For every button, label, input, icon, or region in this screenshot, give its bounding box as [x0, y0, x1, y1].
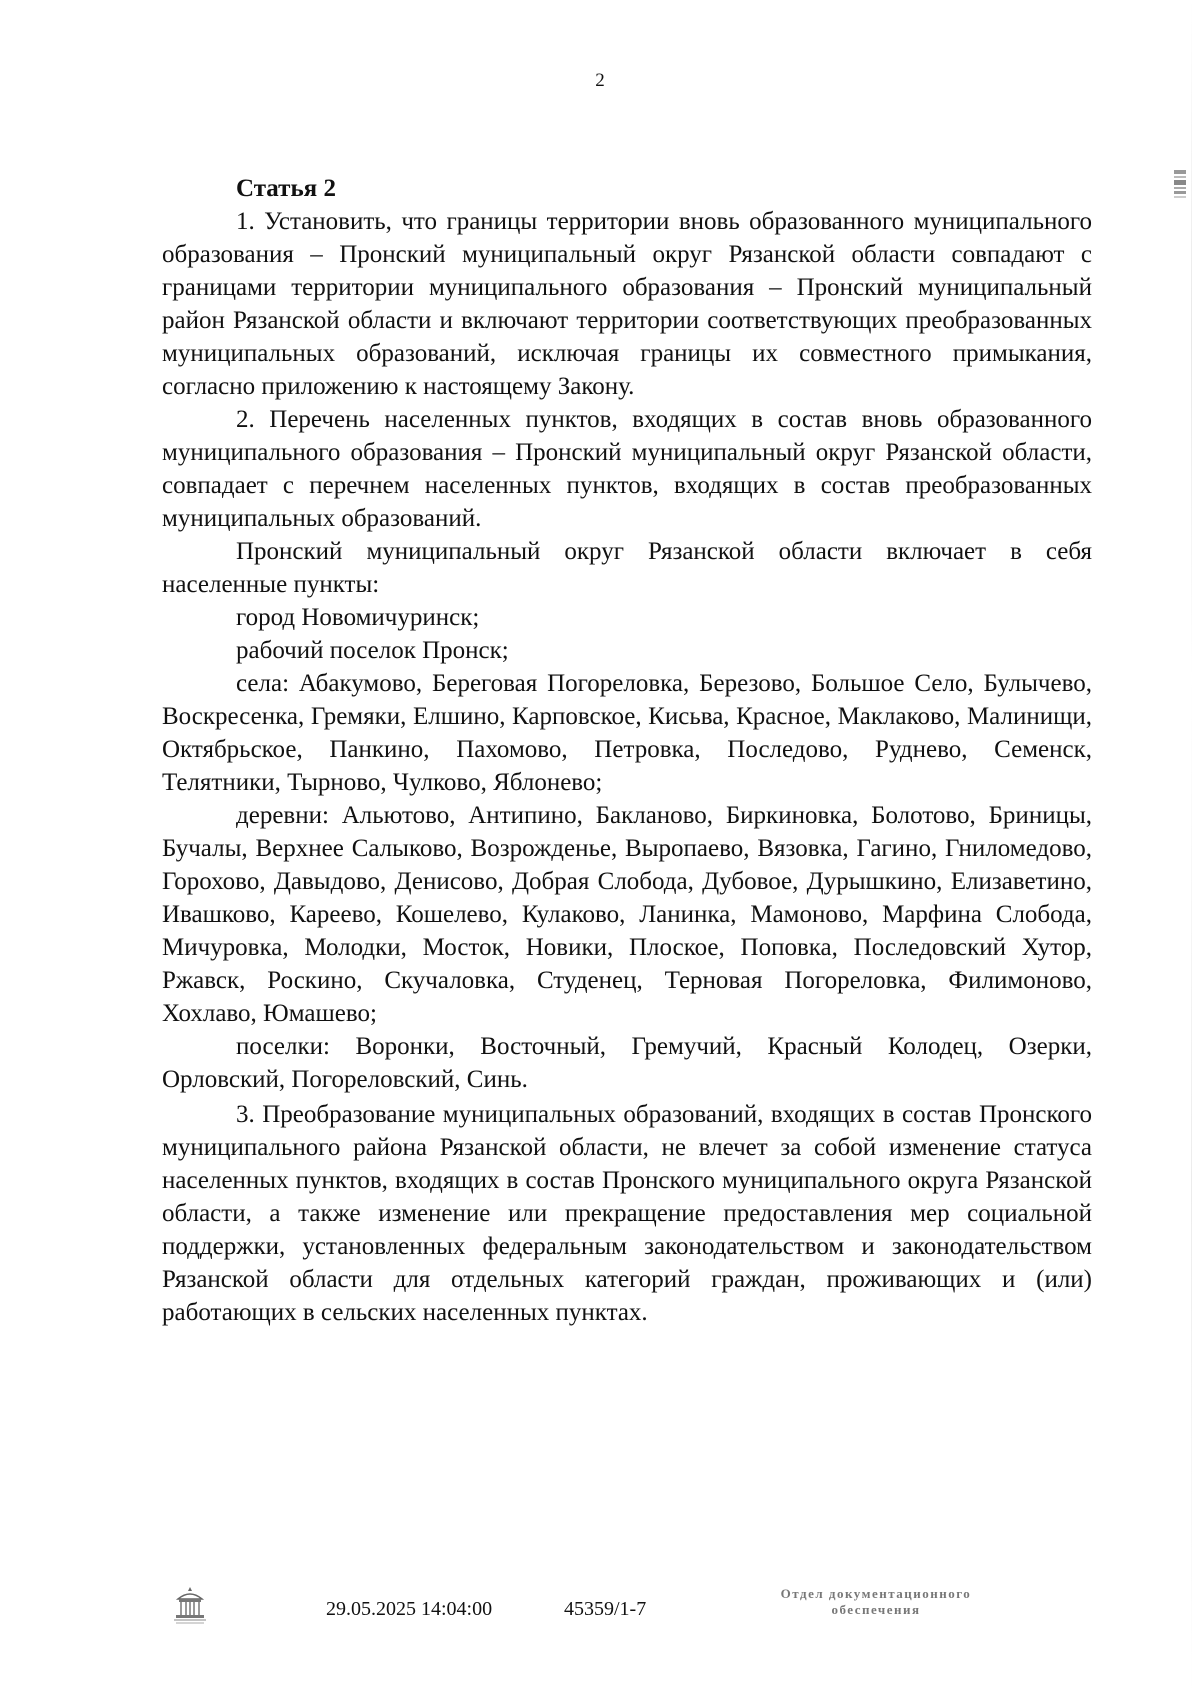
registration-number: 45359/1-7 [564, 1598, 647, 1620]
page-number: 2 [595, 70, 605, 91]
paragraph-settlements-intro: Пронский муниципальный округ Рязанской области включает в себя населенные пункты: [162, 538, 1092, 598]
emblem-icon [170, 1585, 210, 1625]
registration-datetime: 29.05.2025 14:04:00 [326, 1598, 493, 1620]
paragraph-3: 3. Преобразование муниципальных образований, входящих в состав Пронского муниципального района Рязанской области, не влечет за собой изменение статуса населенных пунктов, входящих в состав Пронского муниципального округа Рязанской области, а также изменение или прекращение предоставления мер социальной поддержки, установленных федеральным законодательством и законодательством Рязанской области для отдельных категорий граждан, проживающих и (или) работающих в сельских населенных пунктах. [162, 1101, 1092, 1326]
stamp-line-2: обеспечения [831, 1602, 921, 1617]
paragraph-1: 1. Установить, что границы территории вновь образованного муниципального образования – Пронский муниципальный округ Рязанской области совпадают с границами территории муниципального образования – Пронский муниципальный район Рязанской области и включают территории соответствующих преобразованных муниципальных образований, исключая границы их совместного примыкания, согласно приложению к настоящему Закону. [162, 208, 1092, 400]
article-heading: Статья 2 [236, 175, 336, 202]
paragraph-villages-derevni: деревни: Альютово, Антипино, Бакланово, Биркиновка, Болотово, Бриницы, Бучалы, Верхнее Салыково, Возрожденье, Выропаево, Вязовка, Гагино, Гниломедово, Горохово, Давыдово, Денисово, Добрая Слобода, Дубовое, Дурышкино, Елизаветино, Ивашково, Кареево, Кошелево, Кулаково, Ланинка, Мамоново, Марфина Слобода, Мичуровка, Молодки, Мосток, Новики, Плоское, Поповка, Последовский Хутор, Ржавск, Роскино, Скучаловка, Студенец, Терновая Погореловка, Филимоново, Хохлаво, Юмашево; [162, 802, 1092, 1027]
scan-margin-marks [1172, 170, 1188, 250]
paragraph-2: 2. Перечень населенных пунктов, входящих в состав вновь образованного муниципального образования – Пронский муниципальный округ Рязанской области, совпадает с перечнем населенных пунктов, входящих в состав преобразованных муниципальных образований. [162, 406, 1092, 532]
department-stamp [716, 1586, 1036, 1618]
paragraph-workers-settlement: рабочий поселок Пронск; [236, 637, 509, 664]
document-body [162, 172, 1092, 1329]
stamp-line-1: Отдел документационного [780, 1586, 972, 1601]
paragraph-settlements-poselki: поселки: Воронки, Восточный, Гремучий, Красный Колодец, Озерки, Орловский, Погореловский, Синь. [162, 1033, 1092, 1093]
paragraph-villages-sela: села: Абакумово, Береговая Погореловка, Березово, Большое Село, Булычево, Воскресенка, Гремяки, Елшино, Карповское, Кисьва, Красное, Маклаково, Малинищи, Октябрьское, Панкино, Пахомово, Петровка, Последово, Руднево, Семенск, Телятники, Тырново, Чулково, Яблонево; [162, 670, 1092, 796]
paragraph-city: город Новомичуринск; [236, 604, 480, 631]
scan-edge-line [1191, 0, 1192, 1695]
document-footer [0, 1580, 1200, 1640]
